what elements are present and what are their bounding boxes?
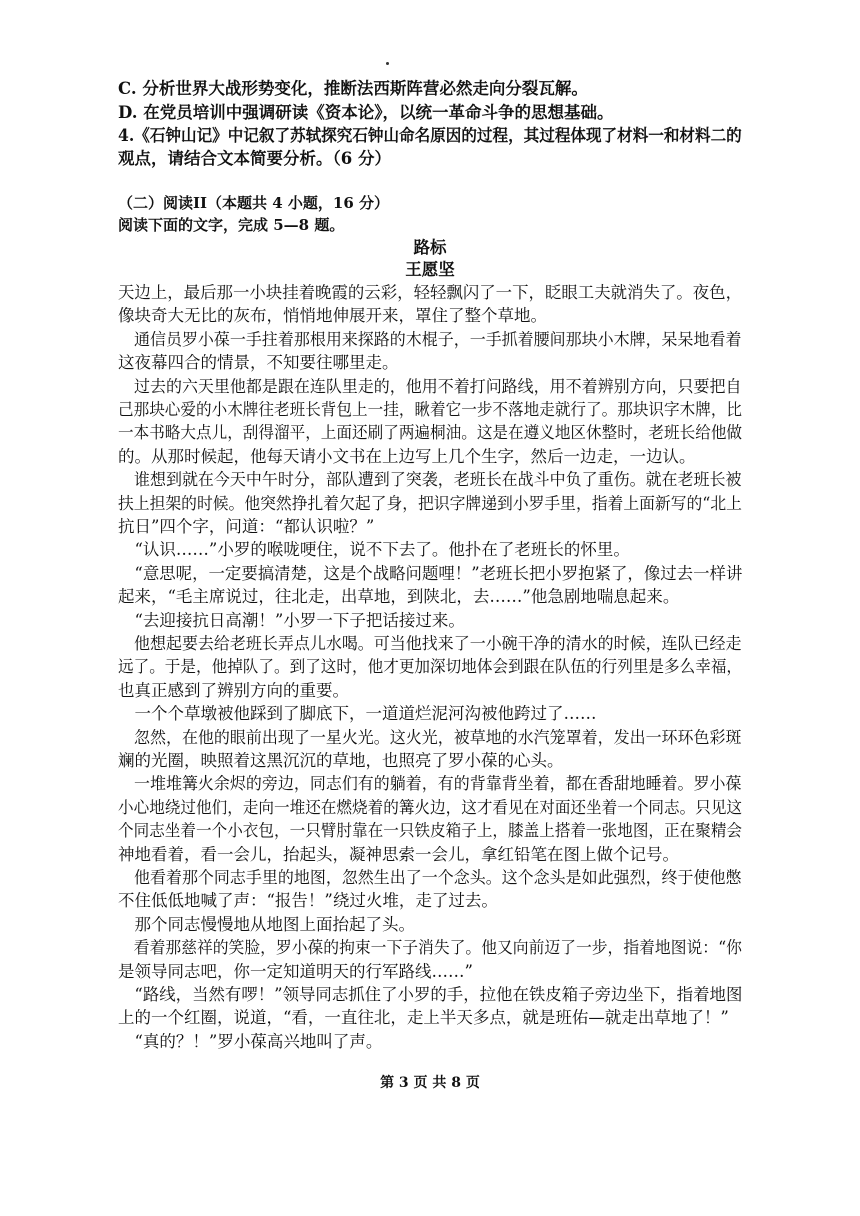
article-title: 路标: [413, 238, 447, 257]
article-line: 看着那慈祥的笑脸，罗小葆的拘束一下子消失了。他又向前迈了一步，指着地图说：“你: [118, 938, 742, 958]
article-line: 他想起要去给老班长弄点儿水喝。可当他找来了一小碗干净的清水的时候，连队已经走: [118, 634, 742, 653]
article-author: 王愿坚: [405, 260, 455, 279]
article-line: 小心地绕过他们，走向一堆还在燃烧着的篝火边，这才看见在对面还坐着一个同志。只见这: [118, 797, 743, 817]
article-line: “路线，当然有啰！”领导同志抓住了小罗的手，拉他在铁皮箱子旁边坐下，指着地图: [118, 985, 743, 1004]
article-line: “真的？！”罗小葆高兴地叫了声。: [118, 1031, 383, 1051]
article-line: 一个个草墩被他踩到了脚底下，一道道烂泥河沟被他跨过了……: [118, 704, 597, 724]
article-line: 神地看着，看一会儿，抬起头，凝神思索一会儿，拿红铅笔在图上做个记号。: [118, 844, 679, 864]
article-line: 通信员罗小葆一手拄着那根用来探路的木棍子，一手抓着腰间那块小木牌，呆呆地看着: [118, 329, 742, 349]
article-line: 远了。于是，他掉队了。到了这时，他才更加深切地体会到跟在队伍的行列里是多么幸福，: [118, 657, 743, 677]
article-line: 个同志坐着一个小衣包，一只臂肘靠在一只铁皮箱子上，膝盖上搭着一张地图，正在聚精会: [118, 821, 743, 841]
article-line: 起来，“毛主席说过，往北走，出草地，到陕北，去……”他急剧地喘息起来。: [118, 587, 680, 607]
article-line: 不住低低地喊了声：“报告！”绕过火堆，走了过去。: [118, 891, 498, 911]
article-line: 那个同志慢慢地从地图上面抬起了头。: [118, 914, 415, 934]
article-line: 他看着那个同志手里的地图，忽然生出了一个念头。这个念头是如此强烈，终于使他憋: [118, 868, 742, 887]
option-c: C. 分析世界大战形势变化，推断法西斯阵营必然走向分裂瓦解。: [118, 79, 588, 98]
article-line: 天边上，最后那一小块挂着晚霞的云彩，轻轻飘闪了一下，眨眼工夫就消失了。夜色，: [118, 283, 742, 302]
article-line: 像块奇大无比的灰布，悄悄地伸展开来，罩住了整个草地。: [118, 306, 547, 326]
page-footer: 第 3 页 共 8 页: [380, 1075, 480, 1091]
article-line: 一本书略大点儿，刮得溜平，上面还刷了两遍桐油。这是在遵义地区休整时，老班长给他做: [118, 423, 743, 443]
article-line: 谁想到就在今天中午时分，部队遭到了突袭，老班长在战斗中负了重伤。就在老班长被: [118, 470, 742, 490]
article-line: 上的一个红圈，说道，“看，一直往北，走上半天多点，就是班佑—就走出草地了！”: [118, 1008, 729, 1028]
article-line: 扶上担架的时候。他突然挣扎着欠起了身，把识字牌递到小罗手里，指着上面新写的“北上: [118, 493, 742, 513]
article-line: 这夜幕四合的情景，不知要往哪里走。: [118, 353, 399, 373]
question-4-line-1: 4.《石钟山记》中记叙了苏轼探究石钟山命名原因的过程，其过程体现了材料一和材料二的: [118, 126, 742, 145]
article-line: 忽然，在他的眼前出现了一星火光。这火光，被草地的水汽笼罩着，发出一环环色彩斑: [118, 727, 742, 747]
article-line: “去迎接抗日高潮！”小罗一下子把话接过来。: [118, 610, 465, 630]
section-instruction: 阅读下面的文字，完成 5—8 题。: [118, 216, 345, 234]
article-line: 的。从那时候起，他每天请小文书在上边写上几个生字，然后一边走，一边认。: [118, 446, 696, 466]
section-heading: （二）阅读II（本题共 4 小题，16 分）: [118, 194, 390, 212]
article-line: 过去的六天里他都是跟在连队里走的，他用不着打问路线，用不着辨别方向，只要把自: [118, 376, 742, 396]
article-line: 己那块心爱的小木牌往老班长背包上一挂，瞅着它一步不落地走就行了。那块识字木牌，比: [118, 400, 743, 419]
article-line: 一堆堆篝火余烬的旁边，同志们有的躺着，有的背靠背坐着，都在香甜地睡着。罗小葆: [118, 774, 742, 794]
article-line: “认识……”小罗的喉咙哽住，说不下去了。他扑在了老班长的怀里。: [118, 540, 630, 560]
article-line: 抗日”四个字，问道：“都认识啦？”: [118, 517, 375, 536]
article-line: 也真正感到了辨别方向的重要。: [118, 680, 349, 700]
article-line: “意思呢，一定要搞清楚，这是个战略问题哩！”老班长把小罗抱紧了，像过去一样讲: [118, 563, 743, 583]
question-4-line-2: 观点，请结合文本简要分析。（6 分）: [118, 149, 391, 168]
article-line: 斓的光圈，映照着这黑沉沉的草地，也照亮了罗小葆的心头。: [118, 751, 564, 770]
option-d: D. 在党员培训中强调研读《资本论》，以统一革命斗争的思想基础。: [118, 103, 614, 122]
article-line: 是领导同志吧，你一定知道明天的行军路线……”: [118, 961, 473, 981]
scan-speck: [386, 62, 389, 65]
